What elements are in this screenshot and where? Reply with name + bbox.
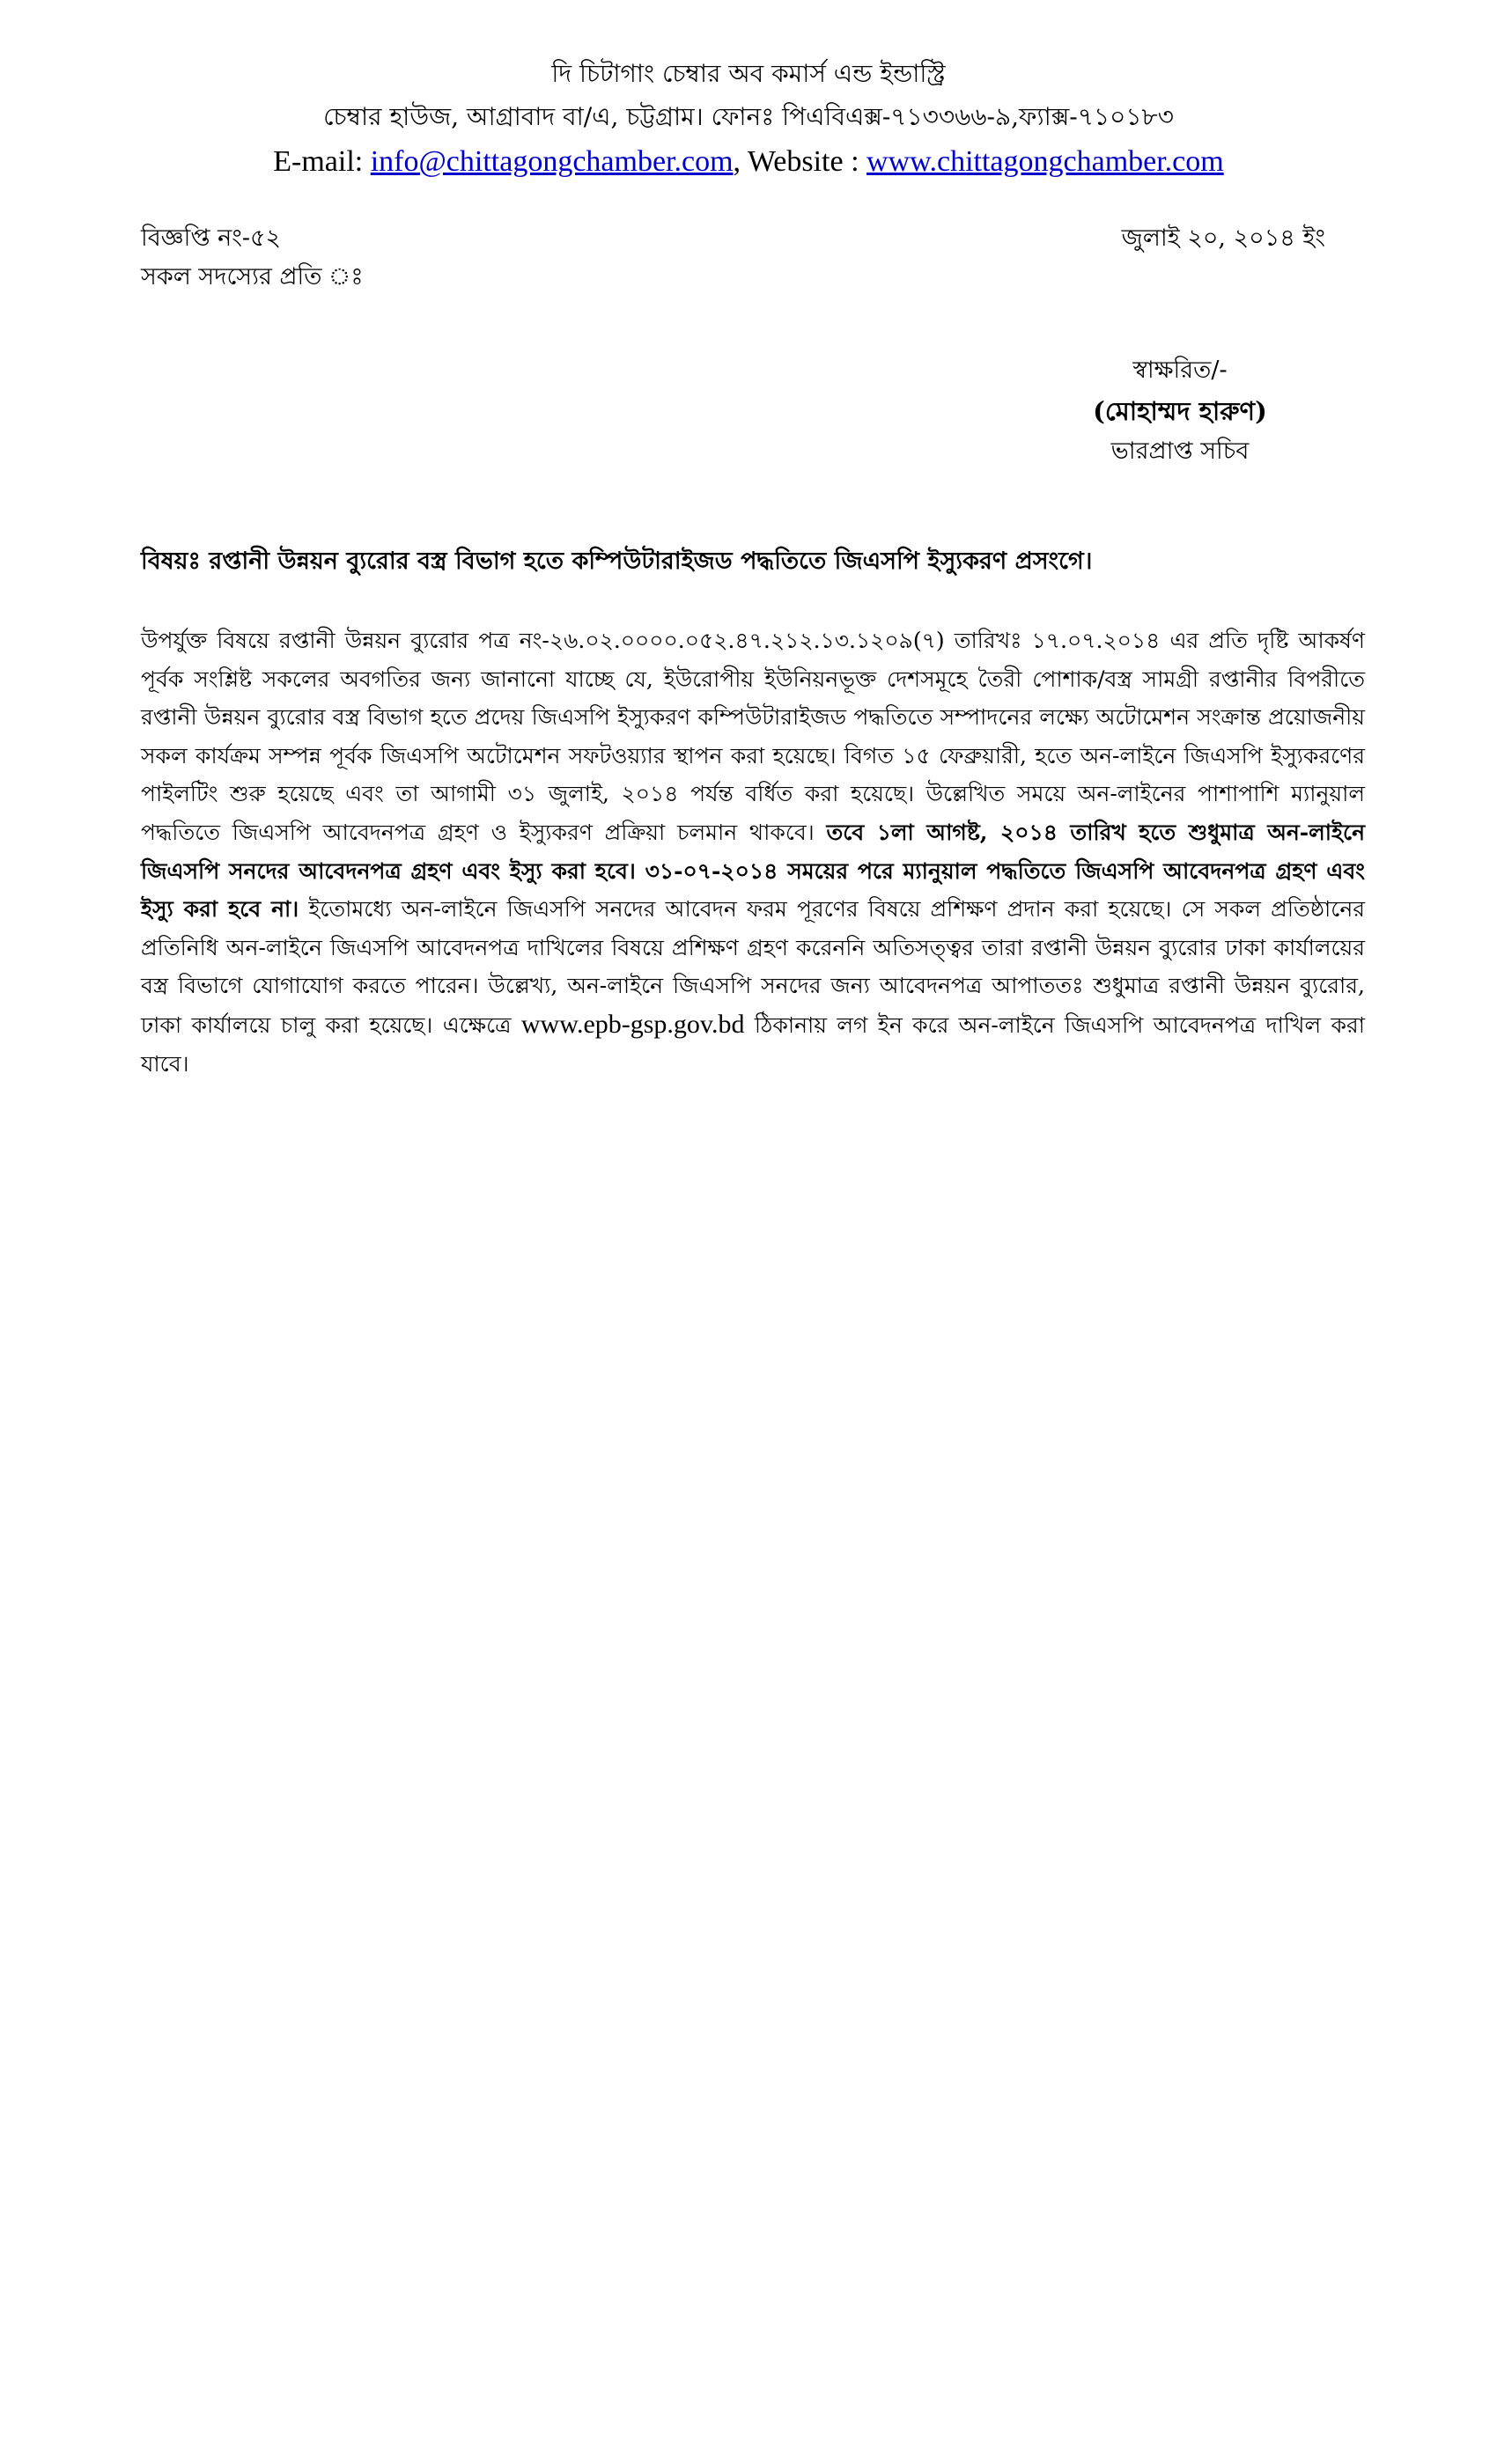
signatory-name: (মোহাম্মদ হারুণ) xyxy=(1093,396,1267,426)
website-link[interactable]: www.chittagongchamber.com xyxy=(866,145,1224,178)
body-paragraph xyxy=(141,622,1365,1083)
body-bold-notice: তবে ১লা আগষ্ট, ২০১৪ তারিখ হতে শুধুমাত্র অন-লাইনে জিএসপি সনদের আবেদনপত্র গ্রহণ এবং ইস্যু করা হবে। ৩১-০৭-২০১৪ সময়ের পরে ম্যানুয়াল পদ্ধতিতে জিএসপি আবেদনপত্র গ্রহণ এবং ইস্যু করা হবে না। xyxy=(141,819,1365,923)
email-label: E-mail: xyxy=(273,145,371,178)
notice-number: বিজ্ঞপ্তি নং-৫২ xyxy=(141,224,282,252)
organization-name: দি চিটাগাং চেম্বার অব কমার্স এন্ড ইন্ডাস্ট্রি xyxy=(551,59,946,88)
website-label: , Website : xyxy=(733,145,867,178)
organization-address: চেম্বার হাউজ, আগ্রাবাদ বা/এ, চট্টগ্রাম। ফোনঃ পিএবিএক্স-৭১৩৩৬৬-৯,ফ্যাক্স-৭১০১৮৩ xyxy=(323,102,1174,131)
notice-date: জুলাই ২০, ২০১৪ ইং xyxy=(1121,224,1325,252)
signatory-designation: ভারপ্রাপ্ত সচিব xyxy=(1110,438,1250,465)
body-text-part-2: ইতোমধ্যে অন-লাইনে জিএসপি সনদের আবেদন ফরম পূরণের বিষয়ে প্রশিক্ষণ প্রদান করা হয়েছে। সে সকল প্রতিষ্ঠানের প্রতিনিধি অন-লাইনে জিএসপি আবেদনপত্র দাখিলের বিষয়ে প্রশিক্ষণ গ্রহণ করেননি অতিসত্ত্বর তারা রপ্তানী উন্নয়ন ব্যুরোর ঢাকা কার্যালয়ের বস্ত্র বিভাগে যোগাযোগ করতে পারেন। উল্লেখ্য, অন-লাইনে জিএসপি সনদের জন্য আবেদনপত্র আপাততঃ শুধুমাত্র রপ্তানী উন্নয়ন ব্যুরোর, ঢাকা কার্যালয়ে চালু করা হয়েছে। এক্ষেত্রে xyxy=(141,896,1366,1038)
email-link[interactable]: info@chittagongchamber.com xyxy=(370,145,734,178)
contact-line xyxy=(0,143,1497,181)
recipient-line: সকল সদস্যের প্রতি ঃ xyxy=(141,263,364,291)
signed-mark: স্বাক্ষরিত/- xyxy=(1132,357,1228,384)
body-text-part-1: উপর্যুক্ত বিষয়ে রপ্তানী উন্নয়ন ব্যুরোর পত্র নং-২৬.০২.০০০০.০৫২.৪৭.২১২.১৩.১২০৯(৭) তারিখঃ ১৭.০৭.২০১৪ এর প্রতি দৃষ্টি আকর্ষণ পূর্বক সংশ্লিষ্ট সকলের অবগতির জন্য জানানো যাচ্ছে যে, ইউরোপীয় ইউনিয়নভূক্ত দেশসমূহে তৈরী পোশাক/বস্ত্র সামগ্রী রপ্তানীর বিপরীতে রপ্তানী উন্নয়ন ব্যুরোর বস্ত্র বিভাগ হতে প্রদেয় জিএসপি ইস্যুকরণ কম্পিউটারাইজড পদ্ধতিতে সম্পাদনের লক্ষ্যে অটোমেশন সংক্রান্ত প্রয়োজনীয় সকল কার্যক্রম সম্পন্ন পূর্বক জিএসপি অটোমেশন সফটওয়্যার স্থাপন করা হয়েছে। বিগত ১৫ ফেব্রুয়ারী, হতে অন-লাইনে জিএসপি ইস্যুকরণের পাইলটিং শুরু হয়েছে এবং তা আগামী ৩১ জুলাই, ২০১৪ পর্যন্ত বর্ধিত করা হয়েছে। উল্লেখিত সময়ে অন-লাইনের পাশাপাশি ম্যানুয়াল পদ্ধতিতে জিএসপি আবেদনপত্র গ্রহণ ও ইস্যুকরণ প্রক্রিয়া চলমান থাকবে। xyxy=(141,628,1365,845)
epb-gsp-url: www.epb-gsp.gov.bd xyxy=(520,1009,745,1039)
signature-block xyxy=(1039,350,1321,472)
subject-line: বিষয়ঃ রপ্তানী উন্নয়ন ব্যুরোর বস্ত্র বিভাগ হতে কম্পিউটারাইজড পদ্ধতিতে জিএসপি ইস্যুকরণ প্রসংগে। xyxy=(141,548,1093,575)
body-text-part-3: ঠিকানায় লগ ইন করে অন-লাইনে জিএসপি আবেদনপত্র দাখিল করা যাবে। xyxy=(141,1011,1365,1077)
